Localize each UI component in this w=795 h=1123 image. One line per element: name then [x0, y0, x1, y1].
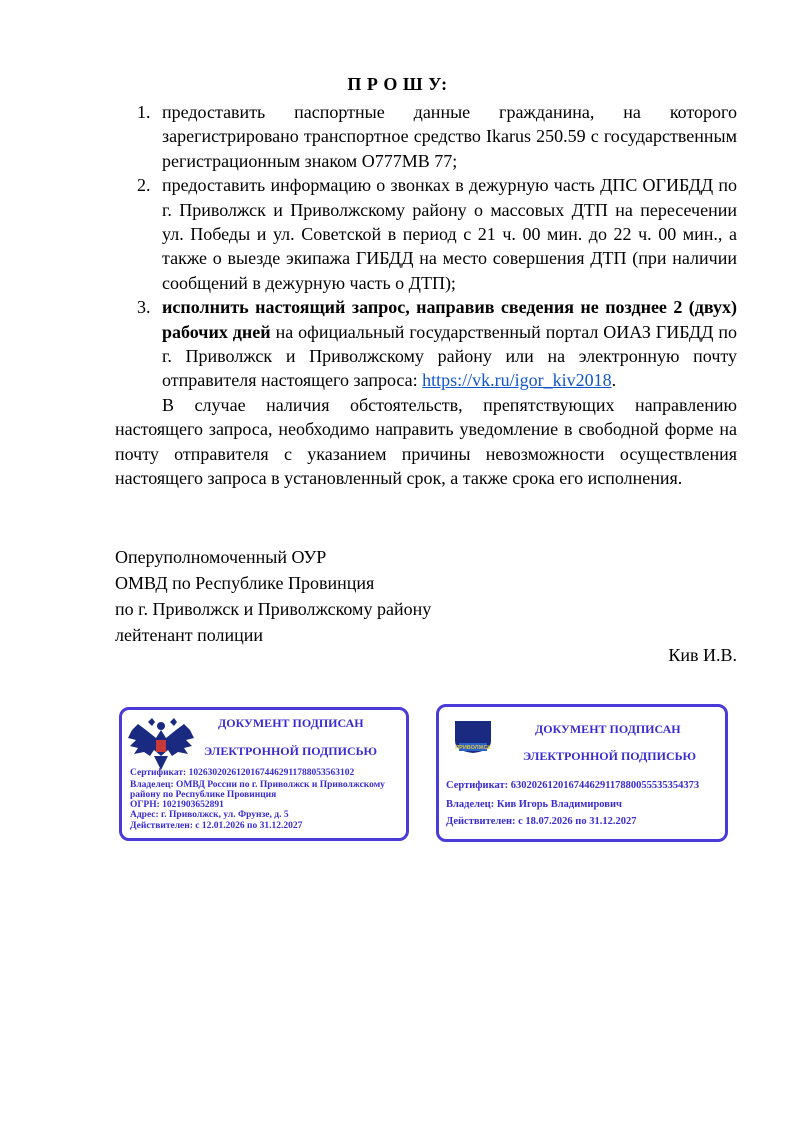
- stamp-subheader: ЭЛЕКТРОННОЙ ПОДПИСЬЮ: [523, 749, 697, 763]
- stamp-valid: Действителен: с 18.07.2026 по 31.12.2027: [446, 816, 637, 827]
- page-title: П Р О Ш У:: [347, 74, 448, 94]
- signature-position: Оперуполномоченный ОУР: [115, 547, 327, 567]
- list-number: 2.: [137, 175, 151, 196]
- stamp-header: ДОКУМЕНТ ПОДПИСАН: [535, 722, 681, 736]
- notice-paragraph: В случае наличия обстоятельств, препятствующих направлению настоящего запроса, необходимо направить уведомление в свободной форме на почту отправителя с указанием причины невозможности осуществления настоящего запроса в установленный срок, а также срока его исполнения.: [115, 394, 737, 489]
- stamp-header: ДОКУМЕНТ ПОДПИСАН: [218, 716, 364, 730]
- list-item-bold-text: исполнить настоящий запрос, направив сведения не позднее 2 (двух) рабочих дней: [162, 297, 737, 342]
- stamp-certificate: Сертификат: 6302026120167446291178800555353543​73: [446, 780, 700, 791]
- signature-rank: лейтенант полиции: [115, 625, 263, 645]
- stamp-subheader: ЭЛЕКТРОННОЙ ПОДПИСЬЮ: [204, 744, 378, 758]
- electronic-signature-stamp-right: [436, 704, 728, 842]
- stamp-valid: Действителен: с 12.01.2026 по 31.12.2027: [130, 821, 303, 831]
- stamp-address: Адрес: г. Приволжск, ул. Фрунзе, д. 5: [130, 810, 289, 820]
- signature-block: [115, 544, 431, 648]
- stamp-owner-cont: району по Республике Провинция: [130, 790, 277, 800]
- list-item: [115, 100, 737, 173]
- list-item-end: .: [611, 370, 617, 391]
- list-item: [115, 295, 737, 393]
- city-emblem: [453, 719, 493, 755]
- list-item-text: на официальный государственный портал ОИАЗ ГИБДД по г. Приволжск и Приволжскому району или на электронную почту отправителя настоящего запроса:: [162, 321, 737, 391]
- list-item-text: предоставить паспортные данные гражданина, на которого зарегистрировано транспортное средство Ikarus 250.59 с государственным регистрационным знаком О777МВ 77;: [162, 102, 737, 171]
- stamp-owner: Владелец: Кив Игорь Владимирович: [446, 799, 622, 810]
- list-number: 3.: [137, 297, 151, 318]
- stamp-certificate: Сертификат: 1026302026120167446291178805356310​2: [130, 768, 355, 778]
- signer-name: Кив И.В.: [668, 645, 737, 665]
- stamp-owner: Владелец: ОМВД России по г. Приволжск и Приволжскому: [130, 780, 385, 790]
- list-item: [115, 173, 737, 295]
- double-headed-eagle-emblem: [126, 716, 196, 772]
- list-item-text: предоставить информацию о звонках в дежурную часть ДПС ОГИБДД по г. Приволжск и Приволжскому району о массовых ДТП на пересечении ул. Победы и ул. Советской в период с 21 ч. 00 мин. до 22 ч. 00 мин., а также о выезде экипажа ГИБДД на место совершения ДТП (при наличии сообщений в дежурную часть о ДТП);: [162, 175, 737, 293]
- emblem-text: ПРИВОЛЖСК: [455, 745, 491, 751]
- electronic-signature-stamp-left: [119, 707, 409, 841]
- request-list: [115, 100, 737, 491]
- email-link[interactable]: https://vk.ru/igor_kiv2018: [422, 370, 612, 391]
- stamp-ogrn: ОГРН: 1021903652891: [130, 800, 224, 810]
- signature-department: ОМВД по Республике Провинция: [115, 573, 375, 593]
- list-number: 1.: [137, 102, 151, 122]
- signature-district: по г. Приволжск и Приволжскому району: [115, 599, 432, 619]
